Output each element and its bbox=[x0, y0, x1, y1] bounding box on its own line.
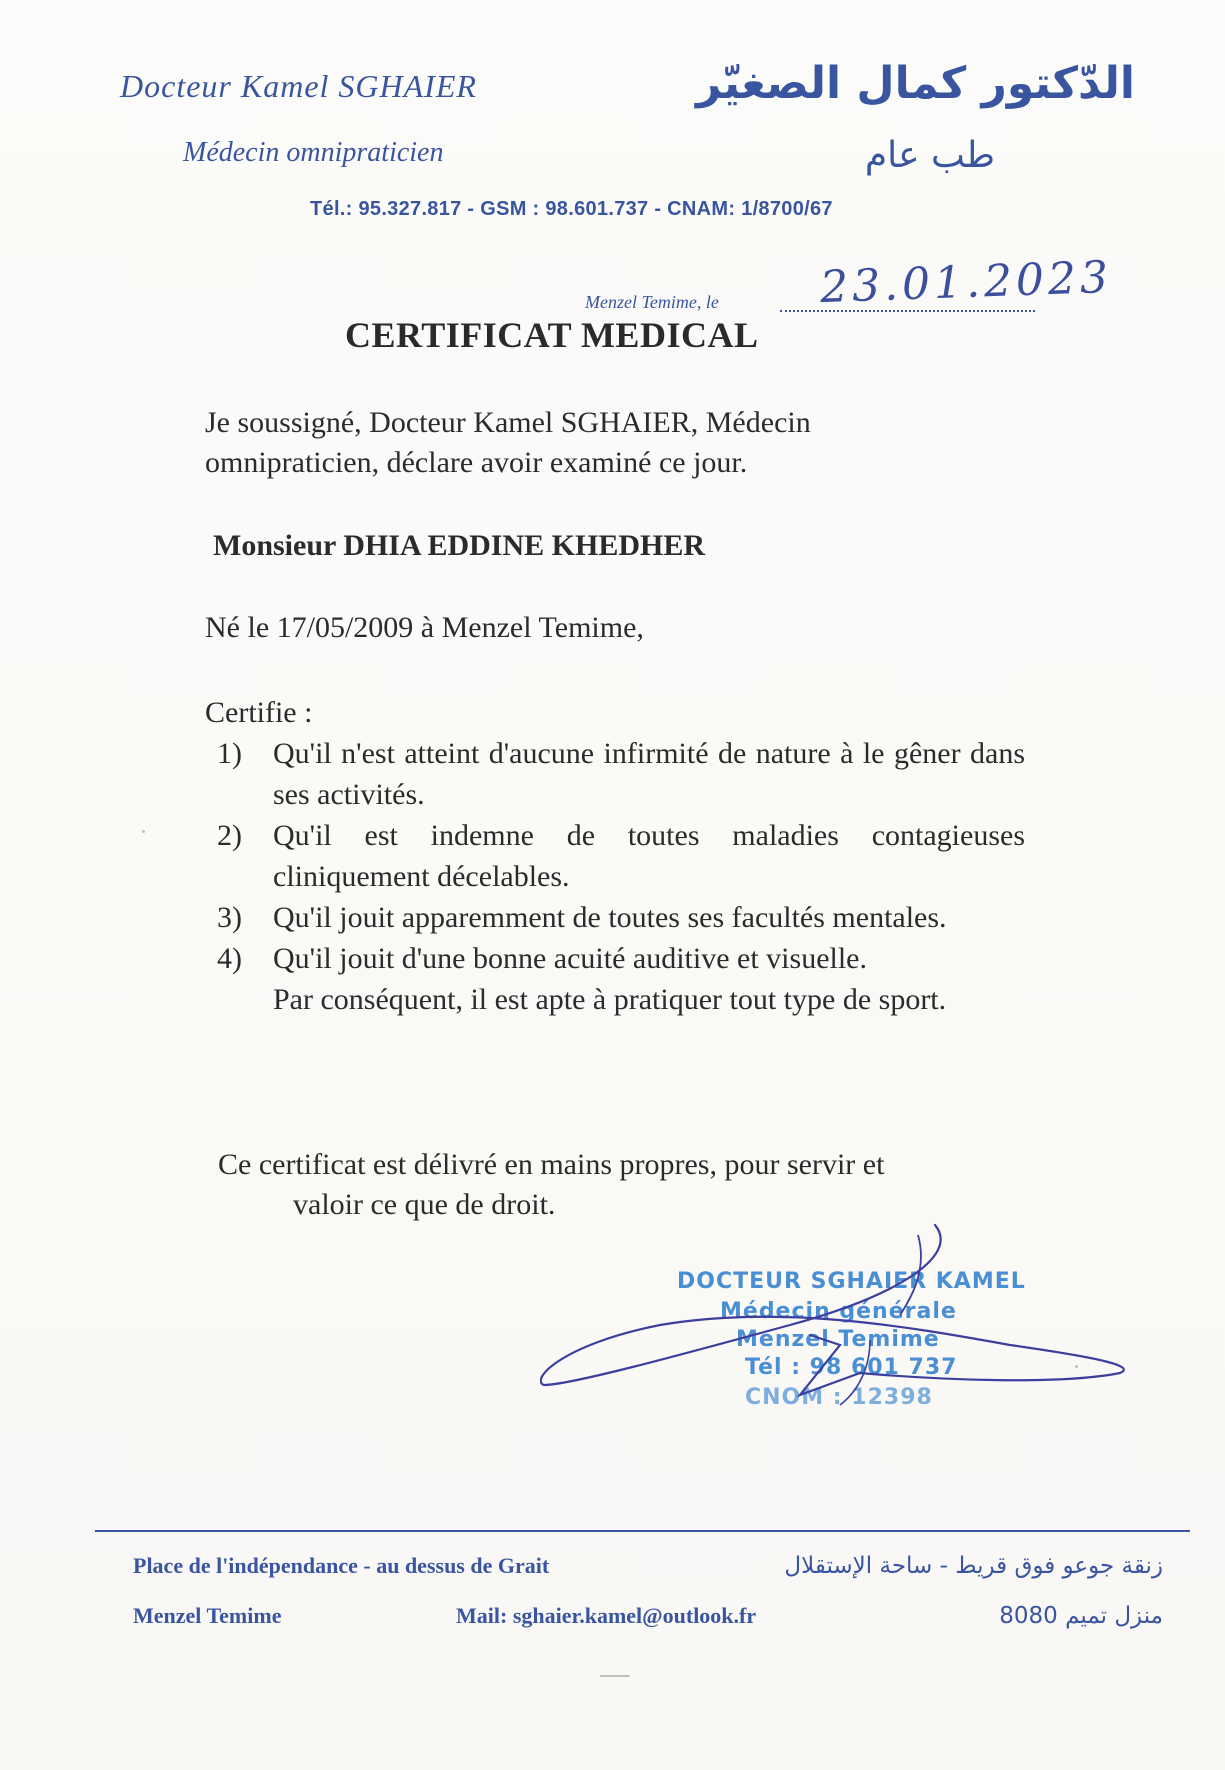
list-item-text: Qu'il est indemne de toutes maladies contagieuses cliniquement décelables. bbox=[273, 819, 1025, 893]
document-title: CERTIFICAT MEDICAL bbox=[345, 315, 759, 355]
footer-address-fr: Place de l'indépendance - au dessus de Grait bbox=[133, 1553, 550, 1578]
stamp-line-phone: Tél : 98 601 737 bbox=[745, 1355, 958, 1380]
footer-city-ar: منزل تميم 8080 bbox=[999, 1603, 1163, 1629]
certify-heading: Certifie : bbox=[205, 696, 313, 729]
list-item bbox=[205, 938, 1025, 979]
list-item-number: 1) bbox=[217, 737, 242, 770]
handwritten-date: 23.01.2023 bbox=[819, 251, 1113, 314]
list-item bbox=[205, 733, 1025, 815]
conclusion-text: Par conséquent, il est apte à pratiquer tout type de sport. bbox=[273, 983, 947, 1016]
list-item-text: Qu'il jouit d'une bonne acuité auditive et visuelle. bbox=[273, 942, 867, 975]
closing-paragraph bbox=[218, 1145, 1026, 1225]
certification-list bbox=[205, 733, 1025, 1020]
stamp-line-cnom: CNOM : 12398 bbox=[745, 1385, 933, 1410]
paper-speck bbox=[142, 830, 145, 833]
patient-name: Monsieur DHIA EDDINE KHEDHER bbox=[213, 529, 706, 562]
footer-divider bbox=[95, 1530, 1190, 1532]
closing-line-2: valoir ce que de droit. bbox=[293, 1188, 556, 1221]
list-item-text: Qu'il jouit apparemment de toutes ses facultés mentales. bbox=[273, 901, 947, 934]
date-label: Menzel Temime, le bbox=[585, 292, 719, 312]
doctor-stamp bbox=[540, 1215, 1140, 1415]
list-item-number: 3) bbox=[217, 901, 242, 934]
handwritten-signature bbox=[540, 1215, 1140, 1415]
stamp-line-title: Médecin générale bbox=[720, 1299, 957, 1324]
list-item bbox=[205, 897, 1025, 938]
footer-mail: Mail: sghaier.kamel@outlook.fr bbox=[456, 1603, 757, 1628]
specialty-ar: طب عام bbox=[864, 135, 995, 176]
footer-address-ar: زنقة جوعو فوق قريط - ساحة الإستقلال bbox=[784, 1553, 1163, 1579]
footer-city-fr: Menzel Temime bbox=[133, 1603, 282, 1628]
list-item-text: Qu'il n'est atteint d'aucune infirmité de nature à le gêner dans ses activités. bbox=[273, 737, 1025, 811]
list-item-number: 2) bbox=[217, 819, 242, 852]
list-item bbox=[205, 815, 1025, 897]
stamp-line-city: Menzel Temime bbox=[736, 1327, 940, 1352]
intro-paragraph: Je soussigné, Docteur Kamel SGHAIER, Médecin omnipraticien, déclare avoir examiné ce jour. bbox=[205, 406, 811, 479]
paper-speck bbox=[1075, 1365, 1078, 1368]
birth-info: Né le 17/05/2009 à Menzel Temime, bbox=[205, 611, 644, 644]
specialty-fr: Médecin omnipraticien bbox=[183, 137, 444, 168]
list-item-number: 4) bbox=[217, 942, 242, 975]
contact-line: Tél.: 95.327.817 - GSM : 98.601.737 - CNAM: 1/8700/67 bbox=[310, 198, 833, 220]
stamp-line-name: DOCTEUR SGHAIER KAMEL bbox=[677, 1269, 1026, 1294]
closing-line-1: Ce certificat est délivré en mains propres, pour servir et bbox=[218, 1148, 885, 1181]
doctor-name-ar: الدّكتور كمال الصغيّر bbox=[695, 58, 1135, 109]
doctor-name-fr: Docteur Kamel SGHAIER bbox=[120, 68, 477, 104]
paper-speck bbox=[600, 1675, 630, 1677]
